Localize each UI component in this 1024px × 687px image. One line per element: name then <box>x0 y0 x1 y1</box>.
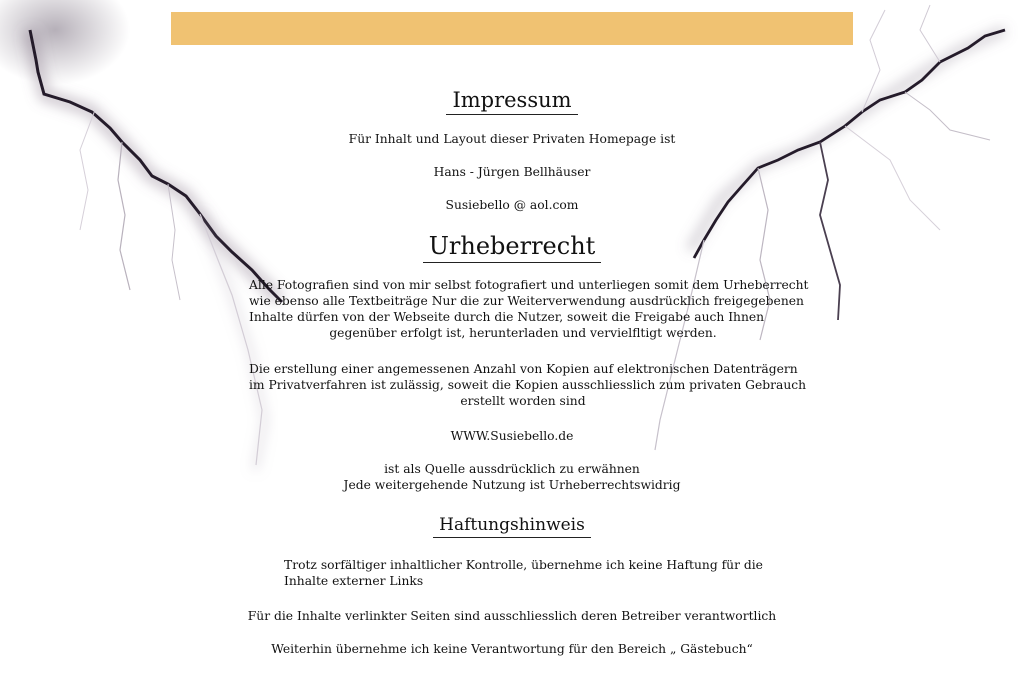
guestbook-notice: Weiterhin übernehme ich keine Verantwortung für den Bereich „ Gästebuch“ <box>271 642 753 656</box>
impressum-heading: Impressum <box>0 88 1024 115</box>
liability-line: Trotz sorfältiger inhaltlicher Kontrolle, übernehme ich keine Haftung für die <box>284 558 763 572</box>
copyright-paragraph <box>249 277 809 341</box>
website-link[interactable]: WWW.Susiebello.de <box>450 429 574 443</box>
copyright-line: Alle Fotografien sind von mir selbst fotografiert und unterliegen somit dem Urheberrecht <box>249 278 809 292</box>
copies-line: erstellt worden sind <box>460 394 586 408</box>
haftung-heading: Haftungshinweis <box>0 515 1024 538</box>
owner-name: Hans - Jürgen Bellhäuser <box>433 165 591 179</box>
urheberrecht-heading: Urheberrecht <box>0 232 1024 263</box>
copies-line: im Privatverfahren ist zulässig, soweit die Kopien ausschliesslich zum privaten Gebrauch <box>249 378 807 392</box>
liability-paragraph <box>284 557 764 589</box>
copies-line: Die erstellung einer angemessenen Anzahl von Kopien auf elektronischen Datenträgern <box>249 362 798 376</box>
copies-paragraph <box>249 361 807 409</box>
usage-notice: Jede weitergehende Nutzung ist Urheberrechtswidrig <box>343 478 681 492</box>
source-notice: ist als Quelle aussdrücklich zu erwähnen <box>384 462 640 476</box>
copyright-line: gegenüber erfolgt ist, herunterladen und vervielfltigt werden. <box>329 326 717 340</box>
linked-pages-notice: Für die Inhalte verlinkter Seiten sind ausschliesslich deren Betreiber verantwortlich <box>247 609 777 623</box>
contact-email[interactable]: Susiebello @ aol.com <box>445 198 579 212</box>
impressum-intro: Für Inhalt und Layout dieser Privaten Homepage ist <box>348 132 676 146</box>
liability-line: Inhalte externer Links <box>284 574 424 588</box>
copyright-line: Inhalte dürfen von der Webseite durch die Nutzer, soweit die Freigabe auch Ihnen <box>249 310 765 324</box>
copyright-line: wie ebenso alle Textbeiträge Nur die zur Weiterverwendung ausdrücklich freigegebenen <box>249 294 804 308</box>
top-banner-bar <box>171 12 853 45</box>
